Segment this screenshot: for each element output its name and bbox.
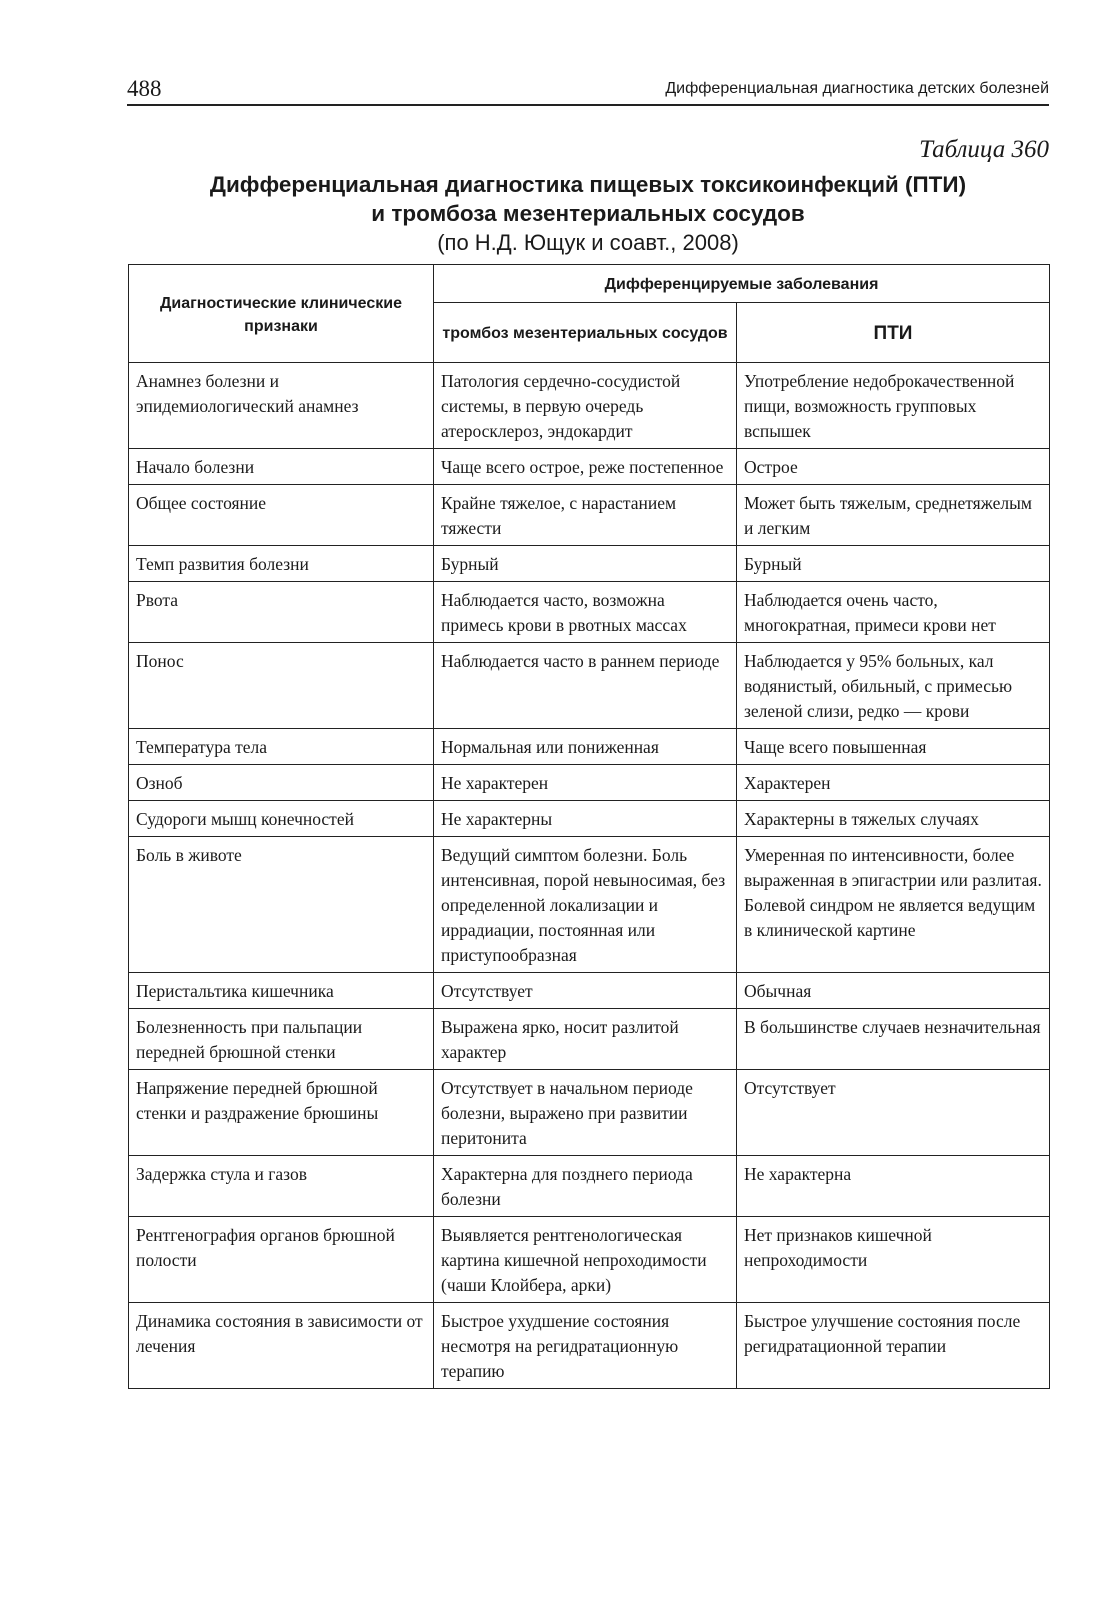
table-row (129, 363, 1050, 449)
cell-sign: Анамнез болезни и эпидемиологический анамнез (129, 363, 434, 449)
table-row (129, 973, 1050, 1009)
cell-thrombosis: Отсутствует (434, 973, 737, 1009)
cell-sign: Рентгенография органов брюшной полости (129, 1217, 434, 1303)
table-row (129, 729, 1050, 765)
cell-sign: Перистальтика кишечника (129, 973, 434, 1009)
table-body (129, 363, 1050, 1389)
cell-pti: Наблюдается очень часто, многократная, примеси крови нет (737, 582, 1050, 643)
header-diseases-group: Дифференцируемые заболевания (434, 265, 1050, 303)
cell-pti: Чаще всего повышенная (737, 729, 1050, 765)
table-row (129, 1009, 1050, 1070)
cell-pti: Характерен (737, 765, 1050, 801)
title-line-1: Дифференциальная диагностика пищевых токсикоинфекций (ПТИ) (209, 172, 967, 197)
title-line-2: и тромбоза мезентериальных сосудов (371, 201, 805, 226)
table-row (129, 582, 1050, 643)
table-row (129, 643, 1050, 729)
cell-thrombosis: Патология сердечно-сосудистой системы, в первую очередь атеросклероз, эндокардит (434, 363, 737, 449)
cell-thrombosis: Наблюдается часто в раннем периоде (434, 643, 737, 729)
cell-pti: Отсутствует (737, 1070, 1050, 1156)
table-row (129, 1156, 1050, 1217)
header-pti: ПТИ (737, 303, 1050, 363)
cell-sign: Озноб (129, 765, 434, 801)
header-signs: Диагностические клинические признаки (129, 265, 434, 363)
cell-thrombosis: Не характерен (434, 765, 737, 801)
table-row (129, 1217, 1050, 1303)
page-number: 488 (127, 76, 162, 101)
cell-thrombosis: Характерна для позднего периода болезни (434, 1156, 737, 1217)
cell-thrombosis: Крайне тяжелое, с нарастанием тяжести (434, 485, 737, 546)
table-row (129, 485, 1050, 546)
cell-pti: Употребление недоброкачественной пищи, возможность групповых вспышек (737, 363, 1050, 449)
cell-pti: Острое (737, 449, 1050, 485)
table-row (129, 837, 1050, 973)
cell-sign: Болезненность при пальпации передней брюшной стенки (129, 1009, 434, 1070)
cell-thrombosis: Ведущий симптом болезни. Боль интенсивная, порой невыносимая, без определенной локализации и иррадиации, постоянная или приступообразная (434, 837, 737, 973)
cell-pti: Быстрое улучшение состояния после регидратационной терапии (737, 1303, 1050, 1389)
cell-pti: Может быть тяжелым, среднетяжелым и легким (737, 485, 1050, 546)
running-title: Дифференциальная диагностика детских болезней (665, 80, 1049, 97)
cell-sign: Задержка стула и газов (129, 1156, 434, 1217)
cell-pti: Обычная (737, 973, 1050, 1009)
cell-pti: Наблюдается у 95% больных, кал водянистый, обильный, с примесью зеленой слизи, редко — крови (737, 643, 1050, 729)
table-row (129, 765, 1050, 801)
header-thrombosis: тромбоз мезентериальных сосудов (434, 303, 737, 363)
cell-thrombosis: Выявляется рентгенологическая картина кишечной непроходимости (чаши Клойбера, арки) (434, 1217, 737, 1303)
cell-pti: Умеренная по интенсивности, более выраженная в эпигастрии или разлитая. Болевой синдром не является ведущим в клинической картине (737, 837, 1050, 973)
cell-thrombosis: Отсутствует в начальном периоде болезни, выражено при развитии перитонита (434, 1070, 737, 1156)
table-row (129, 1070, 1050, 1156)
cell-pti: Бурный (737, 546, 1050, 582)
page-header (127, 72, 1049, 106)
cell-sign: Напряжение передней брюшной стенки и раздражение брюшины (129, 1070, 434, 1156)
table-row (129, 449, 1050, 485)
cell-sign: Температура тела (129, 729, 434, 765)
cell-pti: Нет признаков кишечной непроходимости (737, 1217, 1050, 1303)
cell-pti: Характерны в тяжелых случаях (737, 801, 1050, 837)
cell-sign: Рвота (129, 582, 434, 643)
cell-pti: Не характерна (737, 1156, 1050, 1217)
table-header (129, 265, 1050, 363)
diagnosis-table (128, 264, 1050, 1389)
cell-thrombosis: Выражена ярко, носит разлитой характер (434, 1009, 737, 1070)
cell-thrombosis: Чаще всего острое, реже постепенное (434, 449, 737, 485)
table-row (129, 801, 1050, 837)
table-title (127, 170, 1049, 258)
table-row (129, 546, 1050, 582)
title-source: (по Н.Д. Ющук и соавт., 2008) (437, 230, 739, 255)
cell-thrombosis: Нормальная или пониженная (434, 729, 737, 765)
cell-pti: В большинстве случаев незначительная (737, 1009, 1050, 1070)
table-row (129, 1303, 1050, 1389)
cell-sign: Судороги мышц конечностей (129, 801, 434, 837)
cell-thrombosis: Не характерны (434, 801, 737, 837)
cell-sign: Понос (129, 643, 434, 729)
cell-thrombosis: Наблюдается часто, возможна примесь крови в рвотных массах (434, 582, 737, 643)
cell-thrombosis: Быстрое ухудшение состояния несмотря на регидратационную терапию (434, 1303, 737, 1389)
cell-sign: Боль в животе (129, 837, 434, 973)
cell-sign: Динамика состояния в зависимости от лечения (129, 1303, 434, 1389)
cell-thrombosis: Бурный (434, 546, 737, 582)
table-number: Таблица 360 (919, 136, 1049, 163)
cell-sign: Общее состояние (129, 485, 434, 546)
cell-sign: Начало болезни (129, 449, 434, 485)
cell-sign: Темп развития болезни (129, 546, 434, 582)
